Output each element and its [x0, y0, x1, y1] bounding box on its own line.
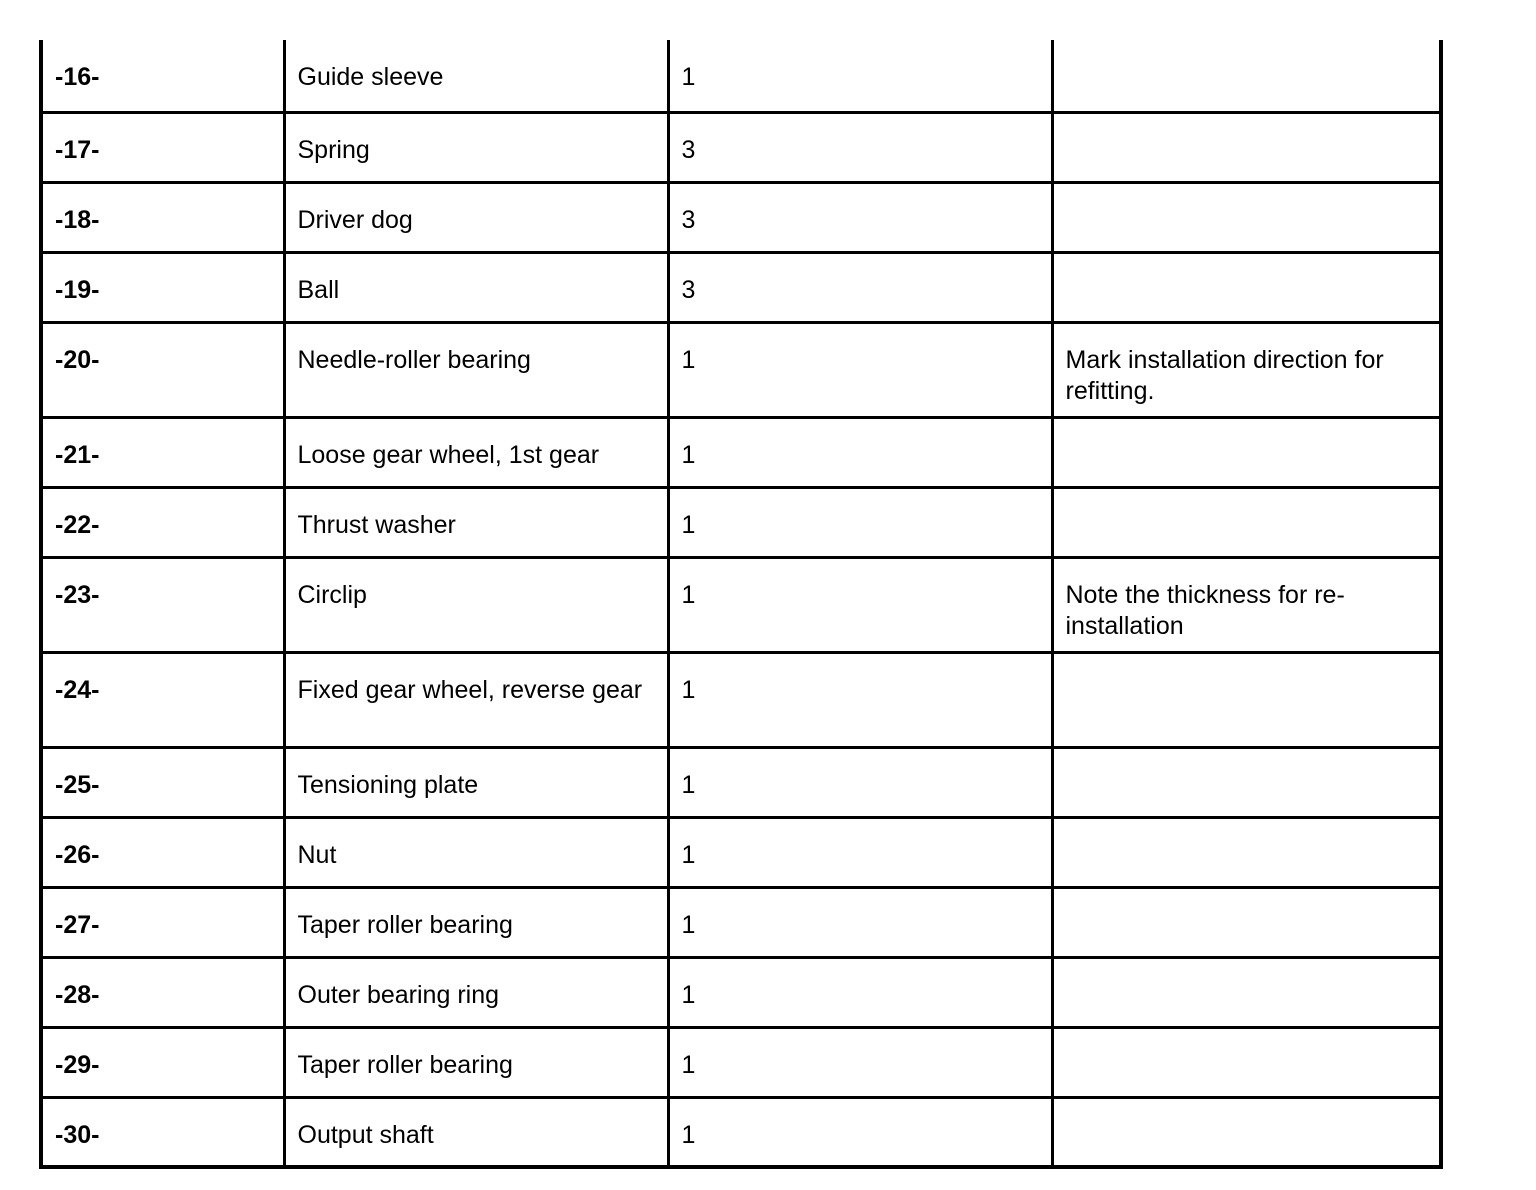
table-row [41, 417, 1441, 487]
item-number: -21- [41, 417, 284, 487]
item-description: Fixed gear wheel, reverse gear [284, 652, 668, 747]
item-number: -18- [41, 182, 284, 252]
item-quantity: 3 [668, 252, 1052, 322]
item-note [1052, 652, 1441, 747]
item-number: -30- [41, 1097, 284, 1167]
item-quantity: 3 [668, 182, 1052, 252]
item-note [1052, 817, 1441, 887]
item-quantity: 1 [668, 887, 1052, 957]
item-note [1052, 887, 1441, 957]
item-description: Tensioning plate [284, 747, 668, 817]
item-description: Ball [284, 252, 668, 322]
item-description: Output shaft [284, 1097, 668, 1167]
table-row [41, 1027, 1441, 1097]
item-quantity: 1 [668, 817, 1052, 887]
table-row [41, 887, 1441, 957]
item-note [1052, 1097, 1441, 1167]
item-quantity: 3 [668, 112, 1052, 182]
item-description: Spring [284, 112, 668, 182]
item-number: -16- [41, 40, 284, 112]
item-number: -29- [41, 1027, 284, 1097]
item-description: Outer bearing ring [284, 957, 668, 1027]
item-quantity: 1 [668, 1097, 1052, 1167]
table-row [41, 322, 1441, 417]
table-row [41, 957, 1441, 1027]
item-description: Thrust washer [284, 487, 668, 557]
item-quantity: 1 [668, 322, 1052, 417]
item-quantity: 1 [668, 652, 1052, 747]
item-note [1052, 112, 1441, 182]
item-description: Circlip [284, 557, 668, 652]
item-note [1052, 1027, 1441, 1097]
item-number: -25- [41, 747, 284, 817]
table-row [41, 557, 1441, 652]
item-number: -22- [41, 487, 284, 557]
item-note [1052, 252, 1441, 322]
item-description: Taper roller bearing [284, 1027, 668, 1097]
table-row [41, 487, 1441, 557]
parts-table [39, 40, 1443, 1169]
item-description: Needle-roller bearing [284, 322, 668, 417]
item-number: -19- [41, 252, 284, 322]
table-row [41, 652, 1441, 747]
table-row [41, 112, 1441, 182]
item-number: -27- [41, 887, 284, 957]
item-description: Taper roller bearing [284, 887, 668, 957]
item-note: Note the thickness for re-installation [1052, 557, 1441, 652]
table-row [41, 1097, 1441, 1167]
item-quantity: 1 [668, 1027, 1052, 1097]
item-description: Driver dog [284, 182, 668, 252]
item-quantity: 1 [668, 557, 1052, 652]
item-description: Nut [284, 817, 668, 887]
table-row [41, 40, 1441, 112]
table-row [41, 252, 1441, 322]
item-number: -20- [41, 322, 284, 417]
item-number: -28- [41, 957, 284, 1027]
item-note: Mark installation direction for refitting. [1052, 322, 1441, 417]
item-description: Loose gear wheel, 1st gear [284, 417, 668, 487]
table-row [41, 747, 1441, 817]
item-note [1052, 182, 1441, 252]
table-row [41, 817, 1441, 887]
item-number: -17- [41, 112, 284, 182]
item-note [1052, 957, 1441, 1027]
item-quantity: 1 [668, 957, 1052, 1027]
item-note [1052, 487, 1441, 557]
table-row [41, 182, 1441, 252]
item-number: -23- [41, 557, 284, 652]
item-note [1052, 417, 1441, 487]
item-quantity: 1 [668, 747, 1052, 817]
item-quantity: 1 [668, 40, 1052, 112]
item-note [1052, 40, 1441, 112]
item-number: -26- [41, 817, 284, 887]
item-quantity: 1 [668, 487, 1052, 557]
item-note [1052, 747, 1441, 817]
item-number: -24- [41, 652, 284, 747]
item-quantity: 1 [668, 417, 1052, 487]
item-description: Guide sleeve [284, 40, 668, 112]
